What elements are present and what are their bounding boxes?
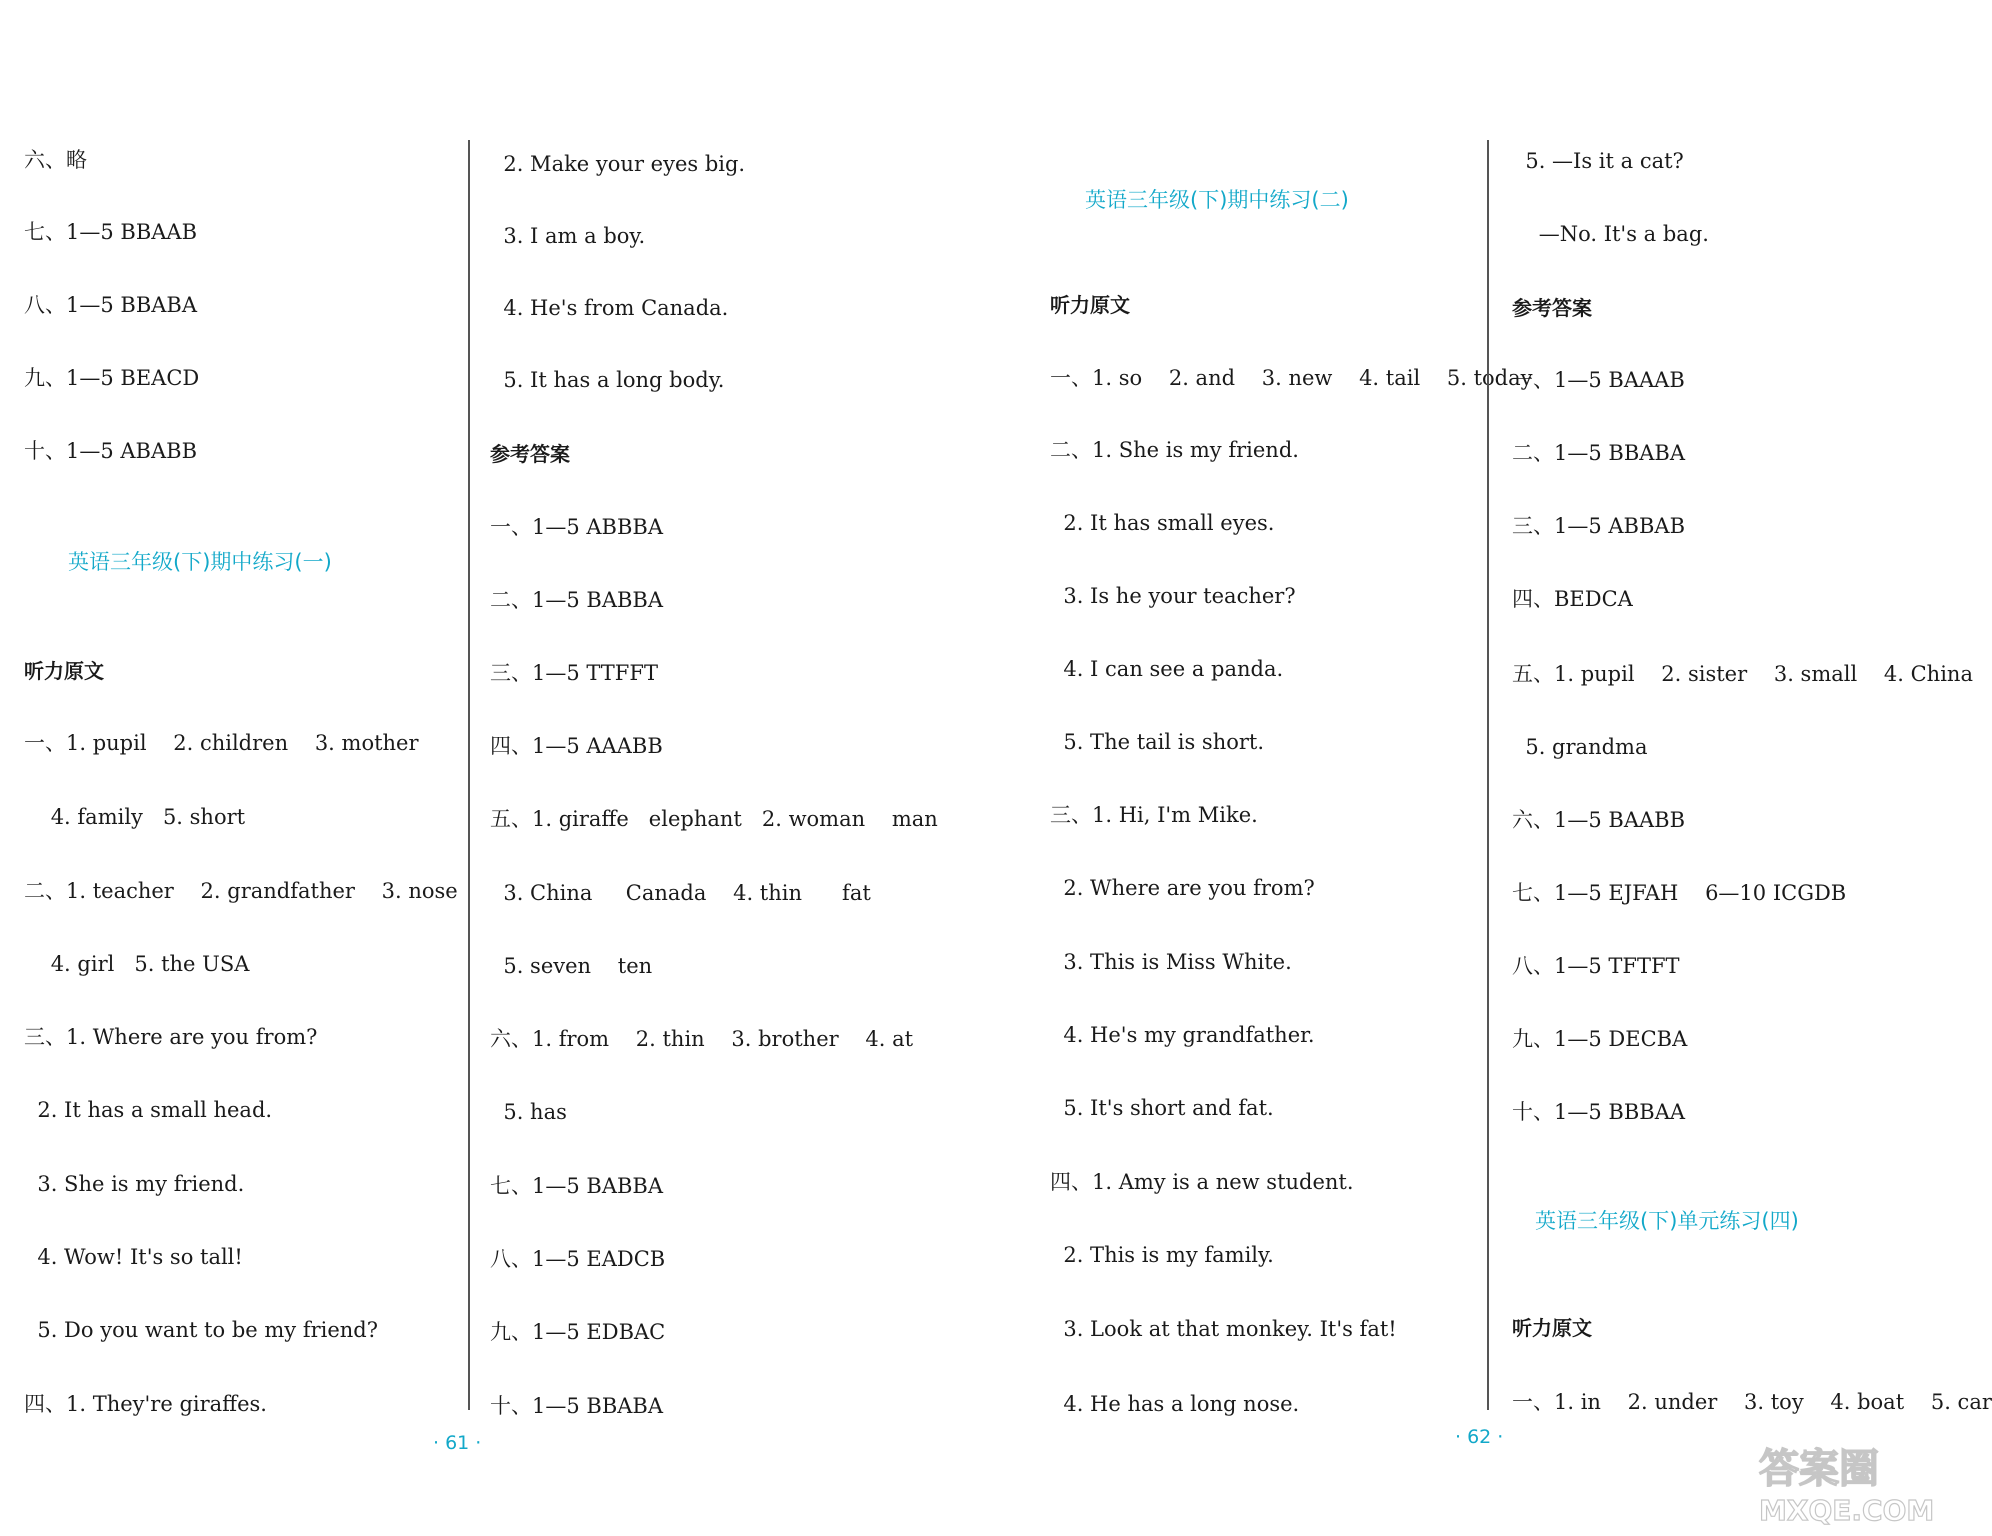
column-divider xyxy=(1487,140,1489,1410)
answer-line: 4. He has a long nose. xyxy=(1050,1392,1300,1416)
answer-line: 5. The tail is short. xyxy=(1050,730,1265,754)
section-heading: 参考答案 xyxy=(490,442,570,466)
answer-line: 5. It's short and fat. xyxy=(1050,1096,1274,1120)
watermark-logo xyxy=(1753,1434,1935,1530)
answer-line: 十、1—5 BBABA xyxy=(490,1394,664,1418)
answer-line: 九、1—5 DECBA xyxy=(1512,1027,1688,1051)
answer-line: 3. She is my friend. xyxy=(24,1172,245,1196)
answer-line: 3. Is he your teacher? xyxy=(1050,584,1296,608)
answer-line: 六、1. from 2. thin 3. brother 4. at xyxy=(490,1027,914,1051)
answer-line: 九、1—5 EDBAC xyxy=(490,1320,666,1344)
answer-line: 五、1. pupil 2. sister 3. small 4. China xyxy=(1512,662,1973,686)
page-number-left: · 61 · xyxy=(433,1432,482,1454)
answer-line: 六、1—5 BAABB xyxy=(1512,808,1686,832)
answer-line: 三、1. Hi, I'm Mike. xyxy=(1050,803,1258,827)
answer-line: 二、1—5 BBABA xyxy=(1512,441,1686,465)
answer-line: 四、BEDCA xyxy=(1512,587,1633,611)
answer-line: 十、1—5 ABABB xyxy=(24,439,198,463)
answer-line: 4. He's my grandfather. xyxy=(1050,1023,1315,1047)
answer-line: 一、1—5 ABBBA xyxy=(490,515,664,539)
section-heading: 听力原文 xyxy=(1512,1316,1592,1340)
answer-line: 2. This is my family. xyxy=(1050,1243,1274,1267)
answer-line: 3. I am a boy. xyxy=(490,224,646,248)
answer-line: 五、1. giraffe elephant 2. woman man xyxy=(490,807,938,831)
page-number-right: · 62 · xyxy=(1455,1426,1504,1448)
answer-line: 5. It has a long body. xyxy=(490,368,725,392)
answer-line: 4. family 5. short xyxy=(24,805,246,829)
answer-line: 4. girl 5. the USA xyxy=(24,952,250,976)
answer-line: 三、1—5 ABBAB xyxy=(1512,514,1686,538)
answer-line: 七、1—5 BBAAB xyxy=(24,220,198,244)
answer-line: 一、1. so 2. and 3. new 4. tail 5. today xyxy=(1050,366,1533,390)
section-title: 英语三年级(下)单元练习(四) xyxy=(1535,1209,1799,1233)
section-heading: 听力原文 xyxy=(24,659,104,683)
answer-line: 二、1. teacher 2. grandfather 3. nose xyxy=(24,879,458,903)
answer-line: 八、1—5 EADCB xyxy=(490,1247,666,1271)
answer-line: 四、1—5 AAABB xyxy=(490,734,663,758)
answer-line: 三、1—5 TTFFT xyxy=(490,661,658,685)
answer-line: 十、1—5 BBBAA xyxy=(1512,1100,1686,1124)
section-heading: 听力原文 xyxy=(1050,293,1130,317)
watermark-url: MXQE.COM xyxy=(1759,1494,1935,1527)
answer-line: 4. I can see a panda. xyxy=(1050,657,1284,681)
answer-line: 四、1. Amy is a new student. xyxy=(1050,1170,1354,1194)
answer-line: 5. —Is it a cat? xyxy=(1512,149,1684,173)
answer-line: 二、1. She is my friend. xyxy=(1050,438,1299,462)
answer-line: 七、1—5 BABBA xyxy=(490,1174,664,1198)
answer-line: 四、1. They're giraffes. xyxy=(24,1392,267,1416)
answer-line: 3. China Canada 4. thin fat xyxy=(490,881,871,905)
section-title: 英语三年级(下)期中练习(二) xyxy=(1085,188,1349,212)
answer-line: 一、1. pupil 2. children 3. mother xyxy=(24,731,419,755)
answer-line: 5. has xyxy=(490,1100,567,1124)
column-divider xyxy=(468,140,470,1410)
answer-line: 2. Make your eyes big. xyxy=(490,152,746,176)
answer-line: 2. It has small eyes. xyxy=(1050,511,1275,535)
watermark-title: 答案圈 xyxy=(1759,1446,1879,1492)
section-title: 英语三年级(下)期中练习(一) xyxy=(68,550,332,574)
answer-line: 5. grandma xyxy=(1512,735,1648,759)
answer-line: 5. Do you want to be my friend? xyxy=(24,1318,378,1342)
answer-line: 3. Look at that monkey. It's fat! xyxy=(1050,1317,1397,1341)
answer-line: 二、1—5 BABBA xyxy=(490,588,664,612)
answer-line: 一、1. in 2. under 3. toy 4. boat 5. car xyxy=(1512,1390,1992,1414)
answer-line: 4. Wow! It's so tall! xyxy=(24,1245,243,1269)
answer-line: 七、1—5 EJFAH 6—10 ICGDB xyxy=(1512,881,1847,905)
answer-line: 一、1—5 BAAAB xyxy=(1512,368,1685,392)
answer-line: 六、略 xyxy=(24,148,87,172)
answer-line: 5. seven ten xyxy=(490,954,653,978)
answer-line: 八、1—5 TFTFT xyxy=(1512,954,1680,978)
answer-line: 三、1. Where are you from? xyxy=(24,1025,318,1049)
answer-line: 3. This is Miss White. xyxy=(1050,950,1292,974)
answer-line: 2. It has a small head. xyxy=(24,1098,273,1122)
answer-line: —No. It's a bag. xyxy=(1512,222,1709,246)
answer-line: 八、1—5 BBABA xyxy=(24,293,198,317)
answer-line: 4. He's from Canada. xyxy=(490,296,729,320)
answer-line: 九、1—5 BEACD xyxy=(24,366,200,390)
answer-line: 2. Where are you from? xyxy=(1050,876,1315,900)
section-heading: 参考答案 xyxy=(1512,296,1592,320)
